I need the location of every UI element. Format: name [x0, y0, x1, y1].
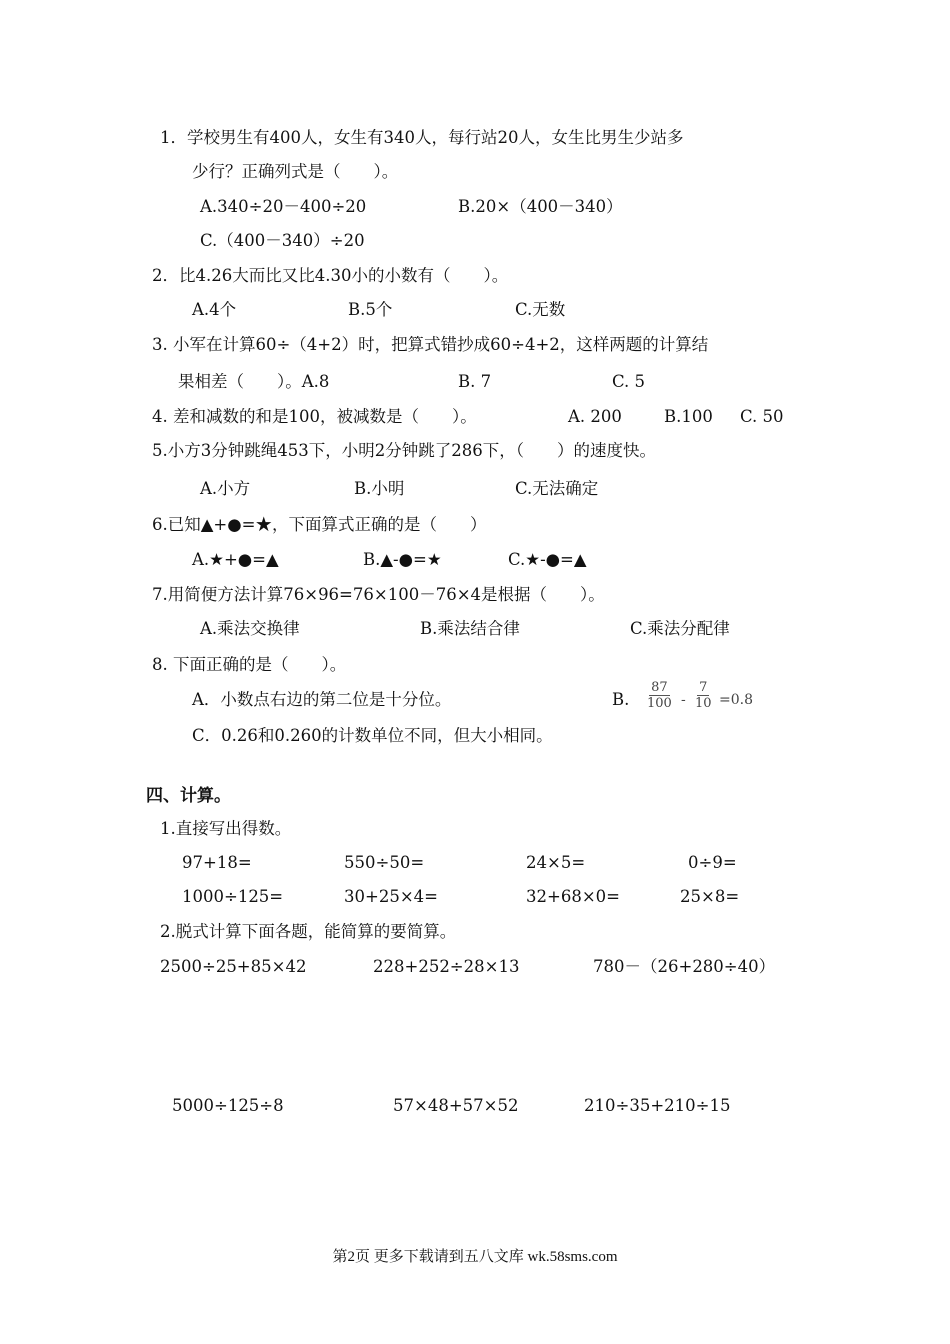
q7-option-b: B.乘法结合律: [420, 619, 520, 638]
q8-fraction-1-numerator: 87: [651, 680, 668, 695]
q1-line2: 少行？正确列式是（ ）。: [192, 162, 399, 181]
q3-line2: 果相差（ ）。A.8: [178, 372, 330, 391]
mental-calc-1-4: 0÷9=: [688, 853, 737, 872]
q1-option-a: A.340÷20－400÷20: [200, 197, 367, 216]
q8-option-c: C．0.26和0.260的计数单位不同，但大小相同。: [192, 726, 553, 745]
q4-option-a: A. 200: [568, 407, 622, 426]
section-4-title: 四、计算。: [146, 786, 231, 806]
q8-result: =0.8: [719, 692, 753, 708]
q4-text: 4. 差和减数的和是100，被减数是（ ）。: [152, 407, 477, 426]
q6-option-a: A.★+●=▲: [192, 550, 279, 569]
q6-option-b: B.▲-●=★: [363, 550, 442, 569]
step-calc-2-1: 5000÷125÷8: [172, 1096, 284, 1115]
page-footer: 第2页 更多下载请到五八文库 wk.58sms.com: [332, 1249, 618, 1265]
q6-option-c: C.★-●=▲: [508, 550, 587, 569]
section-4-sub1: 1.直接写出得数。: [160, 819, 292, 838]
q8-fraction-2: [693, 680, 714, 711]
q5-text: 5.小方3分钟跳绳453下，小明2分钟跳了286下，（ ）的速度快。: [152, 441, 656, 460]
q2-text: 2．比4.26大而比又比4.30小的小数有（ ）。: [152, 266, 509, 285]
q8-text: 8. 下面正确的是（ ）。: [152, 655, 347, 674]
q2-option-b: B.5个: [348, 300, 393, 319]
q1-option-c: C.（400－340）÷20: [200, 231, 365, 250]
q1-option-b: B.20×（400－340）: [458, 197, 623, 216]
step-calc-2-2: 57×48+57×52: [393, 1096, 519, 1115]
q7-option-a: A.乘法交换律: [200, 619, 300, 638]
q8-fraction-2-numerator: 7: [699, 680, 708, 695]
section-4-sub2: 2.脱式计算下面各题，能简算的要简算。: [160, 922, 457, 941]
q8-option-b-label: B.: [612, 690, 630, 709]
mental-calc-1-2: 550÷50=: [344, 853, 425, 872]
q7-option-c: C.乘法分配律: [630, 619, 730, 638]
q8-fraction-2-denominator: 10: [695, 696, 712, 711]
q5-option-c: C.无法确定: [515, 479, 599, 498]
step-calc-1-2: 228+252÷28×13: [373, 957, 520, 976]
mental-calc-2-3: 32+68×0=: [526, 887, 620, 906]
q6-text: 6.已知▲+●=★，下面算式正确的是（ ）: [152, 515, 487, 534]
mental-calc-1-1: 97+18=: [182, 853, 252, 872]
q8-minus: -: [681, 692, 686, 708]
q8-option-a: A．小数点右边的第二位是十分位。: [192, 690, 452, 709]
mental-calc-1-3: 24×5=: [526, 853, 586, 872]
q3-option-b: B. 7: [458, 372, 492, 391]
q5-option-b: B.小明: [354, 479, 405, 498]
step-calc-2-3: 210÷35+210÷15: [584, 1096, 731, 1115]
q7-text: 7.用简便方法计算76×96=76×100－76×4是根据（ ）。: [152, 585, 605, 604]
mental-calc-2-4: 25×8=: [680, 887, 740, 906]
q5-option-a: A.小方: [200, 479, 251, 498]
q1-line1: 1．学校男生有400人，女生有340人，每行站20人，女生比男生少站多: [160, 128, 684, 147]
mental-calc-2-2: 30+25×4=: [344, 887, 438, 906]
step-calc-1-3: 780－（26+280÷40）: [593, 957, 776, 976]
q3-line1: 3. 小军在计算60÷（4+2）时，把算式错抄成60÷4+2，这样两题的计算结: [152, 335, 709, 354]
q2-option-c: C.无数: [515, 300, 566, 319]
q4-option-c: C. 50: [740, 407, 784, 426]
q8-fraction-1-denominator: 100: [647, 696, 672, 711]
mental-calc-2-1: 1000÷125=: [182, 887, 284, 906]
step-calc-1-1: 2500÷25+85×42: [160, 957, 307, 976]
q4-option-b: B.100: [664, 407, 713, 426]
q8-fraction-1: [645, 680, 674, 711]
q3-option-c: C. 5: [612, 372, 646, 391]
q2-option-a: A.4个: [192, 300, 237, 319]
